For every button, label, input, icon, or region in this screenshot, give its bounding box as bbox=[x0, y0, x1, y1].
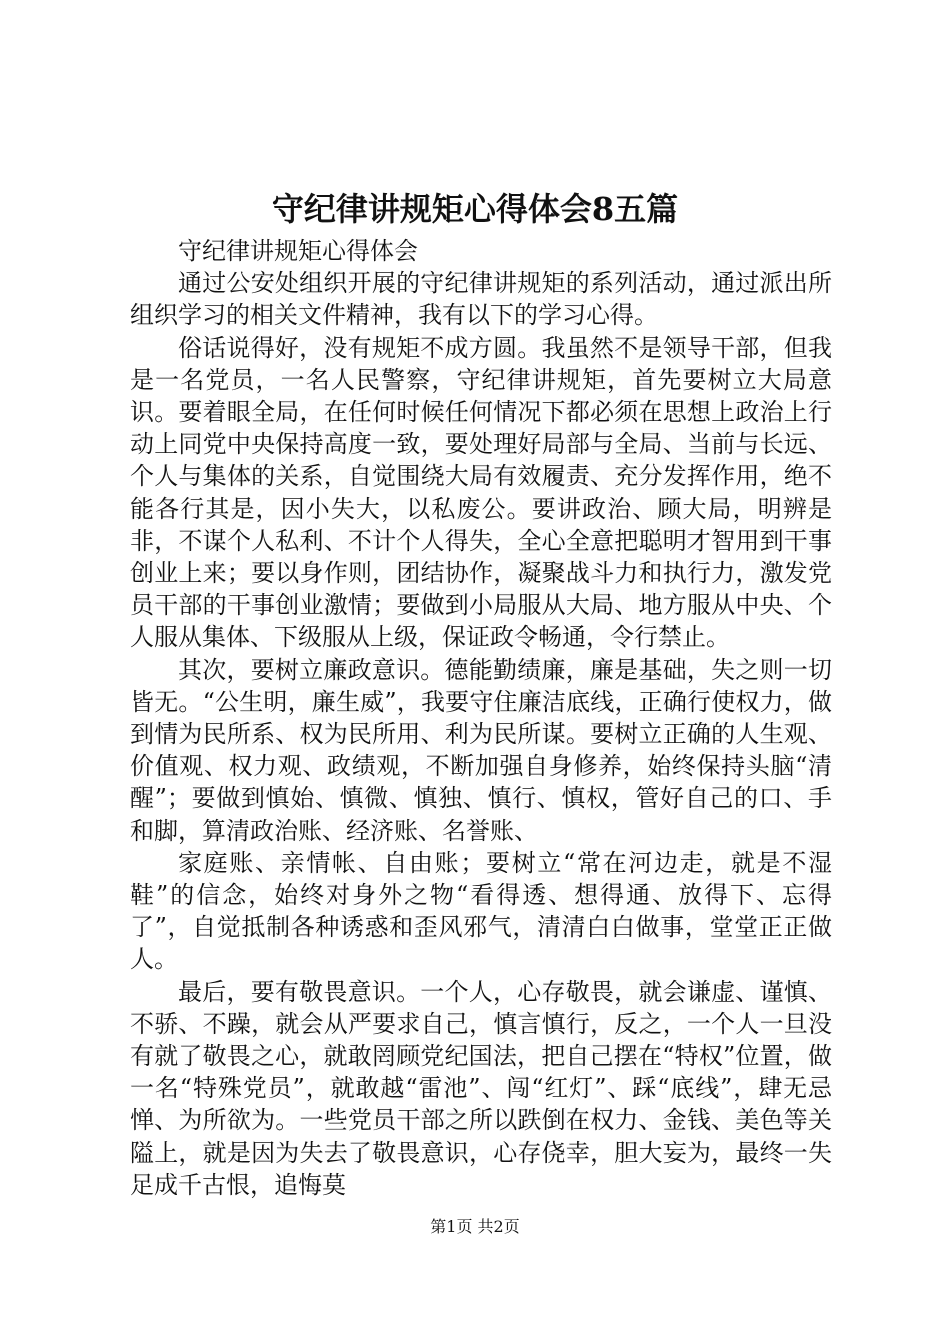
document-body bbox=[130, 235, 832, 1201]
body-paragraph-integrity-continued: 家庭账、亲情帐、自由账；要树立“常在河边走，就是不湿鞋”的信念，始终对身外之物“看得透、想得通、放得下、忘得了”，自觉抵制各种诱惑和歪风邪气，清清白白做事，堂堂正正做人。 bbox=[130, 848, 832, 974]
intro-paragraph: 通过公安处组织开展的守纪律讲规矩的系列活动，通过派出所组织学习的相关文件精神，我有以下的学习心得。 bbox=[130, 269, 832, 330]
body-paragraph-reverence-awareness: 最后，要有敬畏意识。一个人，心存敬畏，就会谦虚、谨慎、不骄、不躁，就会从严要求自己，慎言慎行，反之，一个人一旦没有就了敬畏之心，就敢罔顾党纪国法，把自己摆在“特权”位置，做一名“特殊党员”，就敢越“雷池”、闯“红灯”、踩“底线”，肆无忌惮、为所欲为。一些党员干部之所以跌倒在权力、金钱、美色等关隘上，就是因为失去了敬畏意识，心存侥幸，胆大妄为，最终一失足成千古恨，追悔莫 bbox=[130, 977, 832, 1199]
document-title: 守纪律讲规矩心得体会8五篇 bbox=[271, 190, 679, 228]
page-number-footer: 第1页 共2页 bbox=[430, 1217, 520, 1236]
subtitle-paragraph: 守纪律讲规矩心得体会 bbox=[178, 237, 418, 265]
body-paragraph-integrity-awareness: 其次，要树立廉政意识。德能勤绩廉，廉是基础，失之则一切皆无。“公生明，廉生威”，我要守住廉洁底线，正确行使权力，做到情为民所系、权为民所用、利为民所谋。要树立正确的人生观、价值观、权力观、政绩观，不断加强自身修养，始终保持头脑“清醒”；要做到慎始、慎微、慎独、慎行、慎权，管好自己的口、手和脚，算清政治账、经济账、名誉账、 bbox=[130, 655, 832, 845]
body-paragraph-overall-awareness: 俗话说得好，没有规矩不成方圆。我虽然不是领导干部，但我是一名党员，一名人民警察，守纪律讲规矩，首先要树立大局意识。要着眼全局，在任何时候任何情况下都必须在思想上政治上行动上同党中央保持高度一致，要处理好局部与全局、当前与长远、个人与集体的关系，自觉围绕大局有效履责、充分发挥作用，绝不能各行其是，因小失大，以私废公。要讲政治、顾大局，明辨是非，不谋个人私利、不计个人得失，全心全意把聪明才智用到干事创业上来；要以身作则，团结协作，凝聚战斗力和执行力，激发党员干部的干事创业激情；要做到小局服从大局、地方服从中央、个人服从集体、下级服从上级，保证政令畅通，令行禁止。 bbox=[130, 333, 832, 652]
